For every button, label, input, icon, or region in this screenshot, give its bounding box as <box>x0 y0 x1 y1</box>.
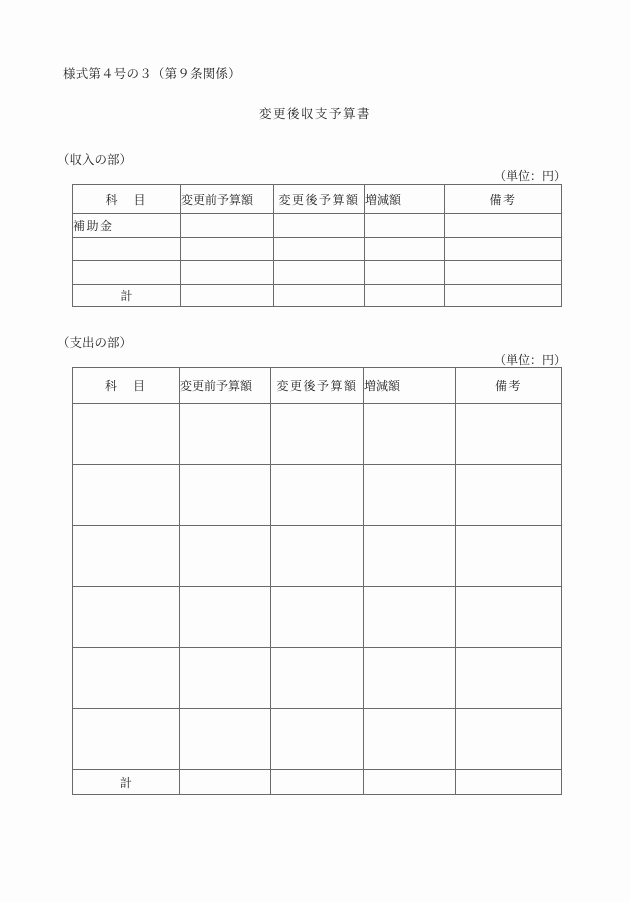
cell-remarks[interactable] <box>456 465 562 526</box>
cell-account[interactable] <box>73 465 180 526</box>
income-section-label: （収入の部） <box>57 152 133 167</box>
total-remarks[interactable] <box>445 285 562 307</box>
cell-difference[interactable] <box>364 404 456 465</box>
header-account: 科 目 <box>73 185 181 214</box>
document-title: 変更後収支予算書 <box>258 106 371 121</box>
cell-budget-after[interactable] <box>274 214 365 238</box>
total-label: 計 <box>73 285 181 307</box>
table-row <box>73 214 562 238</box>
cell-budget-before[interactable] <box>180 404 271 465</box>
table-row <box>73 648 562 709</box>
total-budget-before[interactable] <box>180 770 271 795</box>
cell-budget-before[interactable] <box>180 526 271 587</box>
total-budget-after[interactable] <box>274 285 365 307</box>
table-row <box>73 526 562 587</box>
cell-remarks[interactable] <box>456 648 562 709</box>
cell-budget-before[interactable] <box>180 465 271 526</box>
cell-account[interactable]: 補助金 <box>73 214 181 238</box>
cell-remarks[interactable] <box>445 238 562 261</box>
cell-budget-before[interactable] <box>180 648 271 709</box>
income-unit-label: （単位：円） <box>493 169 566 183</box>
cell-budget-after[interactable] <box>271 587 364 648</box>
form-number: 様式第４号の３（第９条関係） <box>63 66 241 81</box>
total-label: 計 <box>73 770 180 795</box>
cell-account[interactable] <box>73 587 180 648</box>
cell-difference[interactable] <box>365 214 445 238</box>
expenditure-unit-label: （単位：円） <box>493 353 566 367</box>
cell-account[interactable] <box>73 648 180 709</box>
income-table <box>72 184 562 307</box>
total-budget-after[interactable] <box>271 770 364 795</box>
total-budget-before[interactable] <box>181 285 274 307</box>
table-row <box>73 238 562 261</box>
cell-difference[interactable] <box>364 709 456 770</box>
header-budget-after: 変更後予算額 <box>271 368 364 404</box>
expenditure-section-label: （支出の部） <box>57 335 133 350</box>
cell-account[interactable] <box>73 238 181 261</box>
cell-remarks[interactable] <box>456 404 562 465</box>
cell-difference[interactable] <box>365 261 445 285</box>
cell-difference[interactable] <box>365 238 445 261</box>
cell-remarks[interactable] <box>445 261 562 285</box>
cell-difference[interactable] <box>364 465 456 526</box>
header-budget-before: 変更前予算額 <box>180 368 271 404</box>
expenditure-header-row <box>73 368 562 404</box>
cell-difference[interactable] <box>364 526 456 587</box>
header-budget-before: 変更前予算額 <box>181 185 274 214</box>
header-account: 科 目 <box>73 368 180 404</box>
cell-remarks[interactable] <box>456 709 562 770</box>
cell-remarks[interactable] <box>445 214 562 238</box>
cell-account[interactable] <box>73 526 180 587</box>
cell-budget-after[interactable] <box>274 261 365 285</box>
table-row <box>73 465 562 526</box>
total-difference[interactable] <box>365 285 445 307</box>
table-row <box>73 404 562 465</box>
header-remarks: 備考 <box>456 368 562 404</box>
header-budget-after: 変更後予算額 <box>274 185 365 214</box>
total-remarks[interactable] <box>456 770 562 795</box>
header-difference: 増減額 <box>365 185 445 214</box>
header-remarks: 備考 <box>445 185 562 214</box>
income-total-row <box>73 285 562 307</box>
expenditure-table <box>72 367 562 795</box>
cell-budget-before[interactable] <box>181 238 274 261</box>
cell-account[interactable] <box>73 709 180 770</box>
expenditure-total-row <box>73 770 562 795</box>
cell-budget-before[interactable] <box>180 709 271 770</box>
cell-remarks[interactable] <box>456 587 562 648</box>
total-difference[interactable] <box>364 770 456 795</box>
cell-budget-after[interactable] <box>271 404 364 465</box>
cell-account[interactable] <box>73 404 180 465</box>
cell-budget-before[interactable] <box>180 587 271 648</box>
cell-difference[interactable] <box>364 648 456 709</box>
cell-budget-before[interactable] <box>181 214 274 238</box>
cell-remarks[interactable] <box>456 526 562 587</box>
cell-budget-after[interactable] <box>274 238 365 261</box>
table-row <box>73 261 562 285</box>
table-row <box>73 709 562 770</box>
cell-budget-after[interactable] <box>271 465 364 526</box>
cell-budget-before[interactable] <box>181 261 274 285</box>
cell-budget-after[interactable] <box>271 648 364 709</box>
table-row <box>73 587 562 648</box>
cell-budget-after[interactable] <box>271 709 364 770</box>
cell-difference[interactable] <box>364 587 456 648</box>
income-header-row <box>73 185 562 214</box>
cell-account[interactable] <box>73 261 181 285</box>
header-difference: 増減額 <box>364 368 456 404</box>
cell-budget-after[interactable] <box>271 526 364 587</box>
